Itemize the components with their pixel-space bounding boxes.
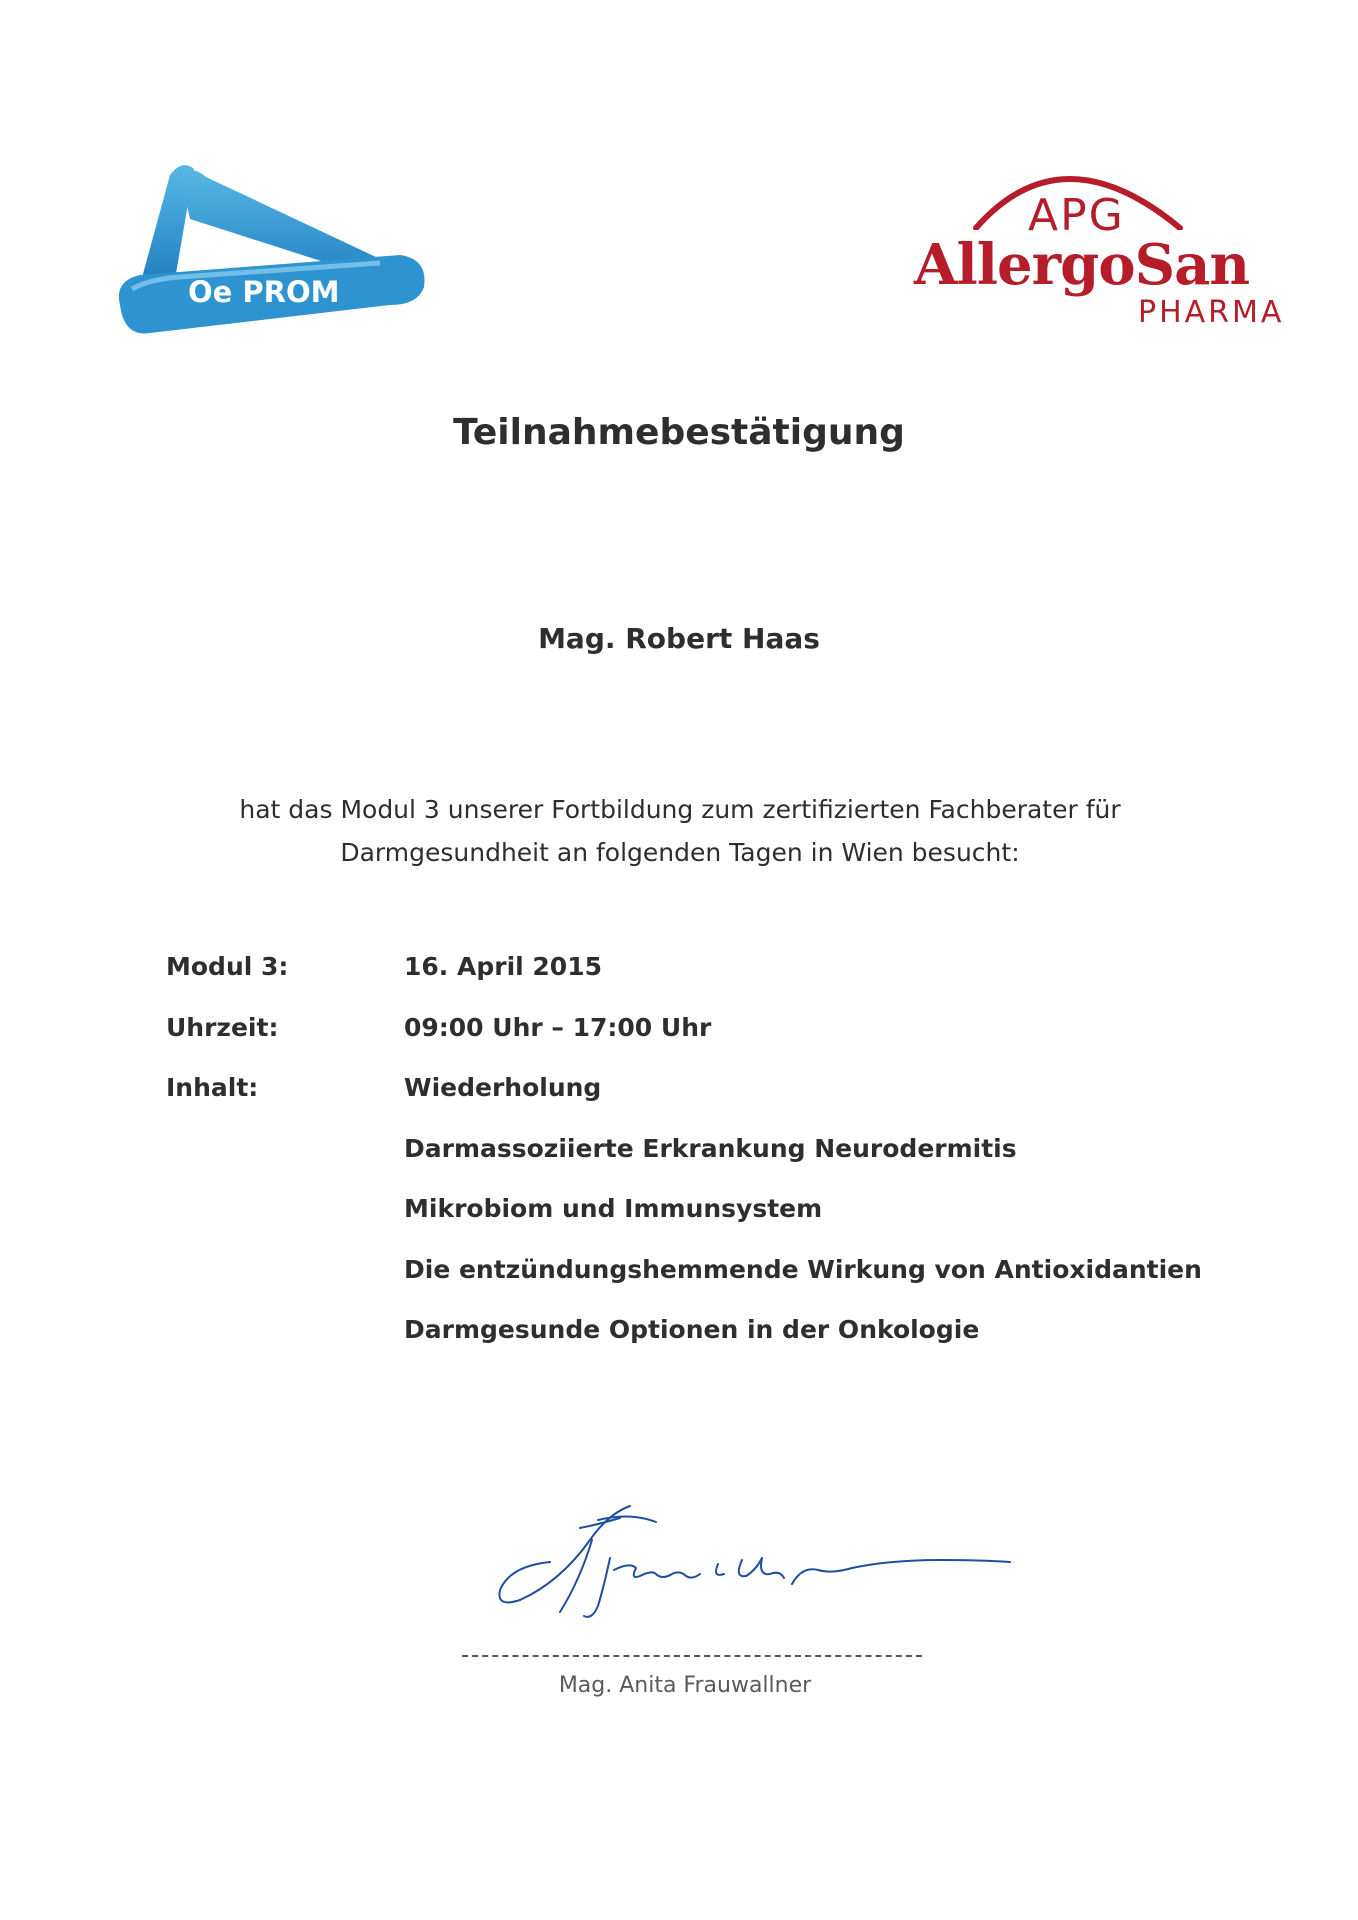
intro-line-1: hat das Modul 3 unserer Fortbildung zum zertifizierten Fachberater für: [239, 795, 1121, 824]
apg-label: APG: [1028, 190, 1125, 241]
document-title: Teilnahmebestätigung: [453, 412, 905, 453]
signature-line: [462, 1655, 922, 1657]
content-row: [166, 1194, 1266, 1255]
handwritten-signature: [480, 1500, 1020, 1630]
allergosan-logo: [910, 150, 1310, 340]
oeprom-logo-shape: [110, 155, 430, 345]
content-row: [166, 1315, 1266, 1376]
content-item: Mikrobiom und Immunsystem: [404, 1194, 823, 1223]
module-row: [166, 952, 1266, 1013]
oeprom-logo-label: Oe PROM: [188, 275, 340, 309]
content-item: Darmgesunde Optionen in der Onkologie: [404, 1315, 980, 1344]
time-label: Uhrzeit:: [166, 1012, 279, 1042]
content-row: [166, 1134, 1266, 1195]
oeprom-logo: [110, 155, 430, 345]
module-date: 16. April 2015: [404, 952, 602, 981]
module-label: Modul 3:: [166, 952, 289, 981]
intro-line-2: Darmgesundheit an folgenden Tagen in Wien besucht:: [340, 838, 1020, 867]
content-item: Wiederholung: [404, 1073, 602, 1102]
allergosan-label: AllergoSan: [914, 232, 1250, 298]
pharma-label: PHARMA: [1138, 295, 1285, 330]
intro-text: [180, 788, 1180, 874]
recipient-name: Mag. Robert Haas: [538, 622, 820, 655]
content-row: [166, 1073, 1266, 1134]
content-item: Die entzündungshemmende Wirkung von Antioxidantien: [404, 1254, 1202, 1284]
signer-name: Mag. Anita Frauwallner: [558, 1673, 812, 1698]
content-row: [166, 1255, 1266, 1316]
time-value: 09:00 Uhr – 17:00 Uhr: [404, 1012, 712, 1042]
content-item: Darmassoziierte Erkrankung Neurodermitis: [404, 1133, 1017, 1163]
content-label: Inhalt:: [166, 1073, 259, 1102]
course-details: [166, 952, 1266, 1376]
time-row: [166, 1013, 1266, 1074]
